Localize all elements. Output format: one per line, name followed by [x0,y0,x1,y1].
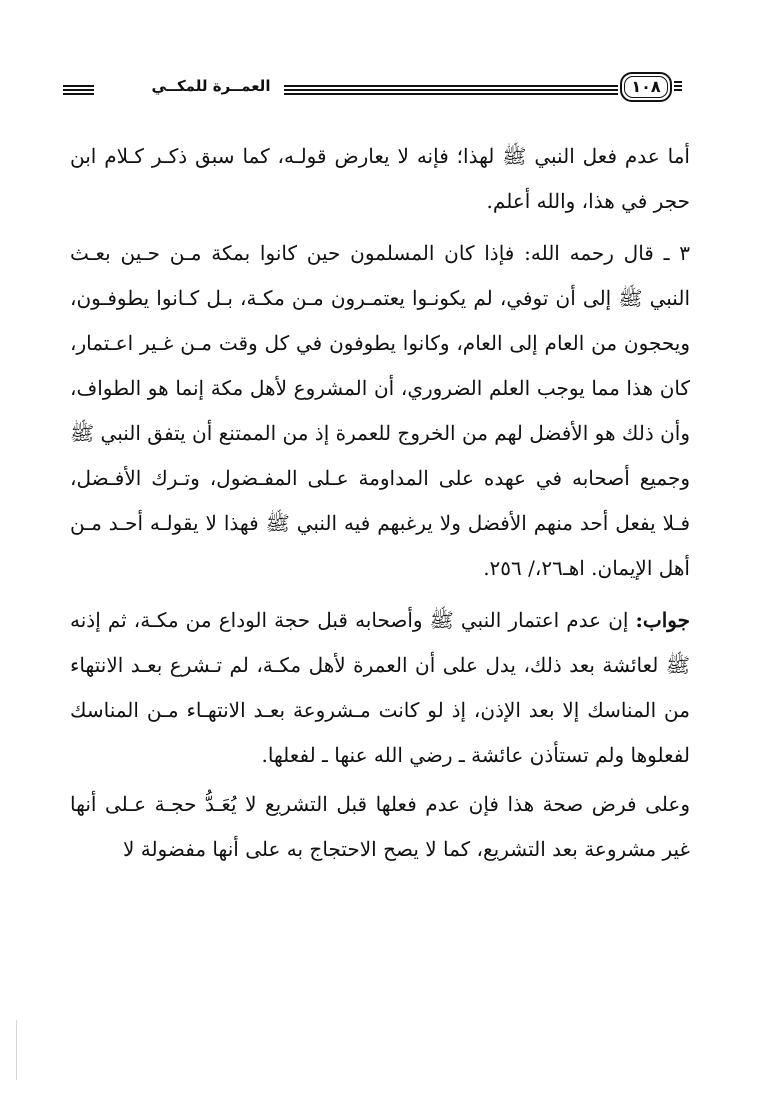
header-left-ornament [63,85,94,95]
page-number: ١٠٨ [620,72,672,102]
scan-edge-line [16,1020,17,1080]
header-right-ornament [674,81,682,95]
answer-label: جواب: [635,608,690,632]
paragraph-3 [70,598,690,778]
answer-text: إن عدم اعتمار النبي ﷺ وأصحابه قبل حجة الوداع من مكـة، ثم إذنه ﷺ لعائشة بعد ذلك، يدل على أن العمرة لأهل مكـة، لم تـشرع بعـد الانتهاء من المناسك إلا بعد الإذن، إذ لو كانت مـشروعة بعـد الانتهـاء مـن المناسك لفعلوها ولم تستأذن عائشة ـ رضي الله عنها ـ لفعلها. [70,608,691,767]
header-rule [284,85,618,95]
paragraph-4: وعلى فرض صحة هذا فإن عدم فعلها قبل التشريع لا يُعَـدُّ حجـة عـلى أنها غير مشروعة بعد التشريع، كما لا يصح الاحتجاج به على أنها مفضولة لا [70,792,690,861]
paragraph-2: ٣ ـ قال رحمه الله: فإذا كان المسلمون حين كانوا بمكة مـن حـين بعـث النبي ﷺ إلى أن توفي، لم يكونـوا يعتمـرون مـن مكـة، بـل كـانوا يطوفـون، ويحجون من العام إلى العام، وكانوا يطوفون في كل وقت مـن غـير اعـتمار، كان هذا مما يوجب العلم الضروري، أن المشروع لأهل مكة إنما هو الطواف، وأن ذلك هو الأفضل لهم من الخروج للعمرة إذ من الممتنع أن يتفق النبي ﷺ وجميع أصحابه في عهده على المداومة عـلى المفـضول، وتـرك الأفـضل، فـلا يفعل أحد منهم الأفضل ولا يرغبهم فيه النبي ﷺ فهذا لا يقولـه أحـد مـن أهل الإيمان. اهـ٢٦،/ ٢٥٦. [70,241,690,580]
page-body [70,134,690,872]
paragraph-1: أما عدم فعل النبي ﷺ لهذا؛ فإنه لا يعارض قولـه، كما سبق ذكـر كـلام ابن حجر في هذا، والله أعلم. [70,144,690,213]
running-head-title: العمــرة للمكــي [151,77,271,95]
page-header [60,68,682,112]
